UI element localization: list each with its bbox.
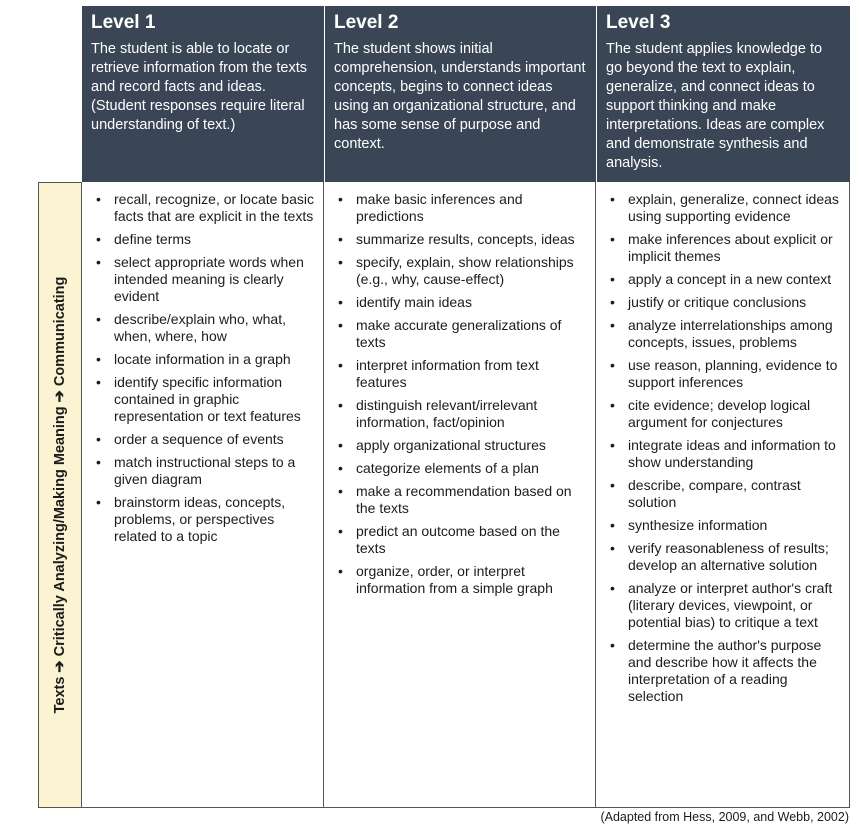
level-2-title: Level 2 bbox=[334, 12, 399, 33]
level-1-description: The student is able to locate or retrieve information from the texts and record facts and ideas. (Student responses require literal understanding of text.) bbox=[91, 41, 307, 133]
list-item: • brainstorm ideas, concepts, problems, or perspectives related to a topic bbox=[92, 494, 315, 545]
side-label: Texts ➔ Critically Analyzing/Making Meaning ➔ Communicating bbox=[52, 276, 68, 714]
level-2-column bbox=[324, 182, 596, 808]
list-item: • specify, explain, show relationships (e.g., why, cause-effect) bbox=[334, 254, 587, 288]
list-item: • describe/explain who, what, when, where, how bbox=[92, 311, 315, 345]
level-2-header bbox=[324, 6, 596, 182]
list-item: • apply a concept in a new context bbox=[606, 271, 841, 288]
list-item: • identify specific information contained in graphic representation or text features bbox=[92, 374, 315, 425]
list-item: • determine the author's purpose and describe how it affects the interpretation of a reading selection bbox=[606, 637, 841, 705]
level-1-column bbox=[82, 182, 324, 808]
level-1-header bbox=[82, 6, 324, 182]
level-3-header bbox=[596, 6, 850, 182]
list-item: • distinguish relevant/irrelevant information, fact/opinion bbox=[334, 397, 587, 431]
list-item: • organize, order, or interpret information from a simple graph bbox=[334, 563, 587, 597]
list-item: • use reason, planning, evidence to support inferences bbox=[606, 357, 841, 391]
list-item: • interpret information from text features bbox=[334, 357, 587, 391]
list-item: • make basic inferences and predictions bbox=[334, 191, 587, 225]
list-item: • justify or critique conclusions bbox=[606, 294, 841, 311]
level-2-description: The student shows initial comprehension, understands important concepts, begins to connect ideas using an organizational structure, and has some sense of purpose and context. bbox=[334, 41, 586, 152]
level-2-list bbox=[334, 191, 587, 597]
level-3-title: Level 3 bbox=[606, 12, 671, 33]
level-1-title: Level 1 bbox=[91, 12, 156, 33]
dok-table bbox=[38, 6, 850, 808]
list-item: • predict an outcome based on the texts bbox=[334, 523, 587, 557]
list-item: • cite evidence; develop logical argument for conjectures bbox=[606, 397, 841, 431]
list-item: • recall, recognize, or locate basic facts that are explicit in the texts bbox=[92, 191, 315, 225]
list-item: • select appropriate words when intended meaning is clearly evident bbox=[92, 254, 315, 305]
list-item: • identify main ideas bbox=[334, 294, 587, 311]
list-item: • synthesize information bbox=[606, 517, 841, 534]
list-item: • locate information in a graph bbox=[92, 351, 315, 368]
level-3-column bbox=[596, 182, 850, 808]
level-1-list bbox=[92, 191, 315, 545]
list-item: • describe, compare, contrast solution bbox=[606, 477, 841, 511]
list-item: • verify reasonableness of results; develop an alternative solution bbox=[606, 540, 841, 574]
list-item: • analyze or interpret author's craft (literary devices, viewpoint, or potential bias) to critique a text bbox=[606, 580, 841, 631]
list-item: • analyze interrelationships among concepts, issues, problems bbox=[606, 317, 841, 351]
list-item: • order a sequence of events bbox=[92, 431, 315, 448]
level-3-list bbox=[606, 191, 841, 705]
list-item: • categorize elements of a plan bbox=[334, 460, 587, 477]
side-label-cell bbox=[38, 182, 82, 808]
list-item: • make accurate generalizations of texts bbox=[334, 317, 587, 351]
list-item: • make a recommendation based on the texts bbox=[334, 483, 587, 517]
list-item: • apply organizational structures bbox=[334, 437, 587, 454]
list-item: • summarize results, concepts, ideas bbox=[334, 231, 587, 248]
list-item: • integrate ideas and information to show understanding bbox=[606, 437, 841, 471]
list-item: • match instructional steps to a given diagram bbox=[92, 454, 315, 488]
list-item: • define terms bbox=[92, 231, 315, 248]
list-item: • explain, generalize, connect ideas using supporting evidence bbox=[606, 191, 841, 225]
level-3-description: The student applies knowledge to go beyond the text to explain, generalize, and connect ideas to support thinking and make interpretations. Ideas are complex and demonstrate synthesis and analysis. bbox=[606, 41, 825, 171]
list-item: • make inferences about explicit or implicit themes bbox=[606, 231, 841, 265]
source-citation: (Adapted from Hess, 2009, and Webb, 2002) bbox=[600, 810, 849, 824]
